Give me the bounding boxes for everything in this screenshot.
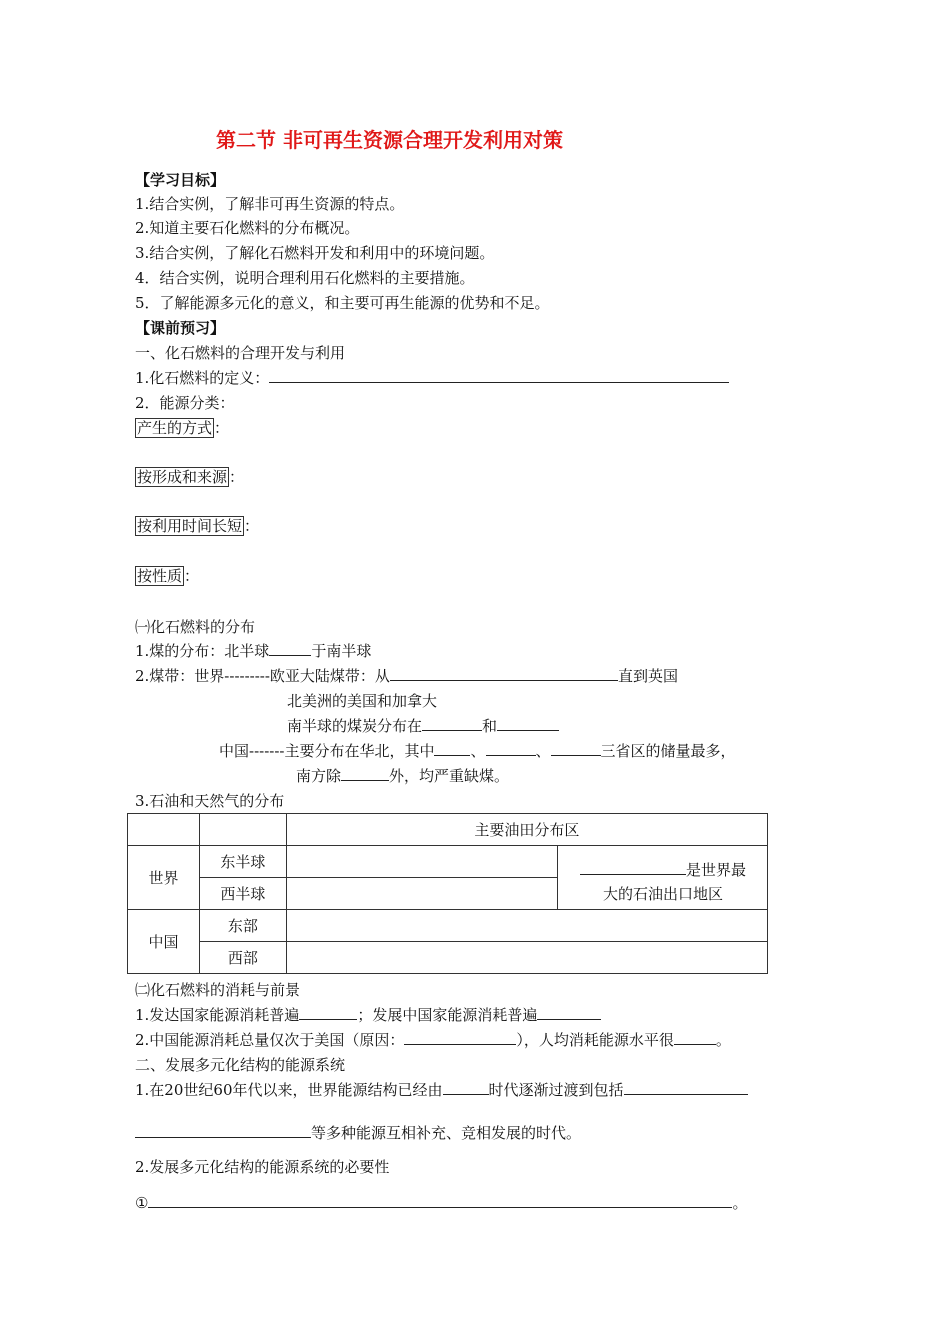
table-row xyxy=(128,910,768,942)
answer-blank[interactable] xyxy=(580,860,686,875)
coal-line: 1.煤的分布：北半球 于南半球 xyxy=(135,642,372,660)
answer-blank[interactable] xyxy=(537,1005,601,1020)
answer-blank[interactable] xyxy=(422,716,482,731)
answer-cell[interactable] xyxy=(286,846,558,878)
section-heading: 一、化石燃料的合理开发与利用 xyxy=(135,344,346,362)
answer-blank[interactable] xyxy=(299,1005,357,1020)
table-header-cell: 主要油田分布区 xyxy=(286,814,767,846)
oil-export-note: 是世界最 大的石油出口地区 xyxy=(560,858,766,906)
table-cell: 西部 xyxy=(199,942,286,974)
goal-item: 1.结合实例，了解非可再生资源的特点。 xyxy=(135,195,405,213)
goal-item: 5．了解能源多元化的意义，和主要可再生能源的优势和不足。 xyxy=(135,294,550,312)
answer-cell[interactable] xyxy=(286,878,558,910)
table-cell xyxy=(128,814,200,846)
china-coal-line: 中国-------主要分布在华北，其中 、 、 三省区的储量最多， xyxy=(219,742,736,760)
energy-structure-line-2: 等多种能源互相补充、竞相发展的时代。 xyxy=(135,1123,581,1143)
classification-item: 按性质 ： xyxy=(137,567,200,585)
energy-structure-line: 1.在20世纪60年代以来，世界能源结构已经由 时代逐渐过渡到包括 xyxy=(135,1080,748,1100)
table-cell: 东部 xyxy=(199,910,286,942)
answer-cell[interactable] xyxy=(286,942,767,974)
answer-blank[interactable] xyxy=(135,1123,311,1138)
subsection-heading: ㈡化石燃料的消耗与前景 xyxy=(135,981,301,999)
answer-blank[interactable] xyxy=(434,741,470,756)
goal-item: 3.结合实例，了解化石燃料开发和利用中的环境问题。 xyxy=(135,244,495,262)
coal-belt-line: 2.煤带：世界---------欧亚大陆煤带：从 直到英国 xyxy=(135,667,678,685)
table-row xyxy=(128,942,768,974)
section-heading: 二、发展多元化结构的能源系统 xyxy=(135,1056,346,1074)
southern-hemisphere-line: 南半球的煤炭分布在 和 xyxy=(287,716,559,736)
answer-blank[interactable] xyxy=(341,766,389,781)
table-cell: 西半球 xyxy=(199,878,286,910)
necessity-heading: 2.发展多元化结构的能源系统的必要性 xyxy=(135,1158,390,1176)
answer-blank[interactable] xyxy=(624,1080,748,1095)
answer-blank[interactable] xyxy=(269,368,729,383)
answer-blank[interactable] xyxy=(497,716,559,731)
classification-item: 产生的方式 ： xyxy=(137,419,230,437)
answer-blank[interactable] xyxy=(269,641,311,656)
preview-header: 【课前预习】 xyxy=(135,319,226,337)
classification-label: 2．能源分类： xyxy=(135,394,235,412)
oil-gas-heading: 3.石油和天然气的分布 xyxy=(135,792,285,810)
answer-cell[interactable] xyxy=(286,910,767,942)
table-cell xyxy=(199,814,286,846)
consumption-line: 1.发达国家能源消耗普遍 ；发展中国家能源消耗普遍 xyxy=(135,1005,601,1025)
table-row xyxy=(128,814,768,846)
classification-item: 按形成和来源 ： xyxy=(137,468,245,486)
classification-item: 按利用时间长短 ： xyxy=(137,517,260,535)
answer-blank[interactable] xyxy=(443,1080,489,1095)
table-cell: 世界 xyxy=(128,846,200,910)
goals-header: 【学习目标】 xyxy=(135,171,226,189)
table-cell: 中国 xyxy=(128,910,200,974)
answer-blank[interactable] xyxy=(390,666,618,681)
south-china-line: 南方除 外，均严重缺煤。 xyxy=(296,767,510,785)
answer-blank[interactable] xyxy=(674,1030,716,1045)
goal-item: 2.知道主要石化燃料的分布概况。 xyxy=(135,219,360,237)
necessity-item: ① 。 xyxy=(135,1194,748,1212)
page-title: 第二节 非可再生资源合理开发利用对策 xyxy=(216,128,563,152)
answer-blank[interactable] xyxy=(148,1193,732,1208)
subsection-heading: ㈠化石燃料的分布 xyxy=(135,618,256,636)
definition-line: 1.化石燃料的定义： xyxy=(135,368,729,388)
table-cell: 东半球 xyxy=(199,846,286,878)
answer-blank[interactable] xyxy=(486,741,536,756)
answer-blank[interactable] xyxy=(551,741,601,756)
china-consumption-line: 2.中国能源消耗总量仅次于美国（原因： ），人均消耗能源水平很 。 xyxy=(135,1031,731,1049)
goal-item: 4．结合实例，说明合理利用石化燃料的主要措施。 xyxy=(135,269,475,287)
answer-blank[interactable] xyxy=(404,1030,516,1045)
na-line: 北美洲的美国和加拿大 xyxy=(287,692,438,710)
